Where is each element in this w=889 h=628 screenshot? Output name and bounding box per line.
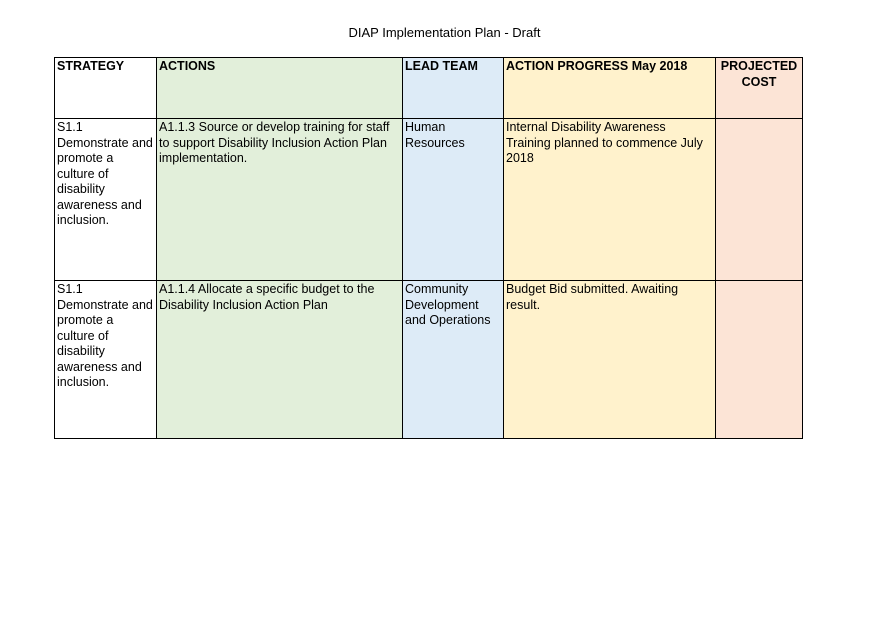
action-progress-cell: Budget Bid submitted. Awaiting result. <box>504 281 716 439</box>
action-cell: A1.1.4 Allocate a specific budget to the Disability Inclusion Action Plan <box>157 281 403 439</box>
strategy-cell: S1.1 Demonstrate and promote a culture of disability awareness and inclusion. <box>55 281 157 439</box>
header-action-progress: ACTION PROGRESS May 2018 <box>504 58 716 119</box>
header-projected-cost: PROJECTED COST <box>716 58 803 119</box>
page-title: DIAP Implementation Plan - Draft <box>348 25 541 40</box>
projected-cost-cell <box>716 281 803 439</box>
header-strategy: STRATEGY <box>55 58 157 119</box>
projected-cost-cell <box>716 119 803 281</box>
action-cell: A1.1.3 Source or develop training for staff to support Disability Inclusion Action Plan implementation. <box>157 119 403 281</box>
lead-team-cell: Human Resources <box>403 119 504 281</box>
header-actions: ACTIONS <box>157 58 403 119</box>
table-header-row <box>55 58 803 119</box>
action-progress-cell: Internal Disability Awareness Training planned to commence July 2018 <box>504 119 716 281</box>
table-row <box>55 281 803 439</box>
header-lead-team: LEAD TEAM <box>403 58 504 119</box>
strategy-cell: S1.1 Demonstrate and promote a culture of disability awareness and inclusion. <box>55 119 157 281</box>
table-row <box>55 119 803 281</box>
lead-team-cell: Community Development and Operations <box>403 281 504 439</box>
implementation-plan-table <box>54 57 803 439</box>
